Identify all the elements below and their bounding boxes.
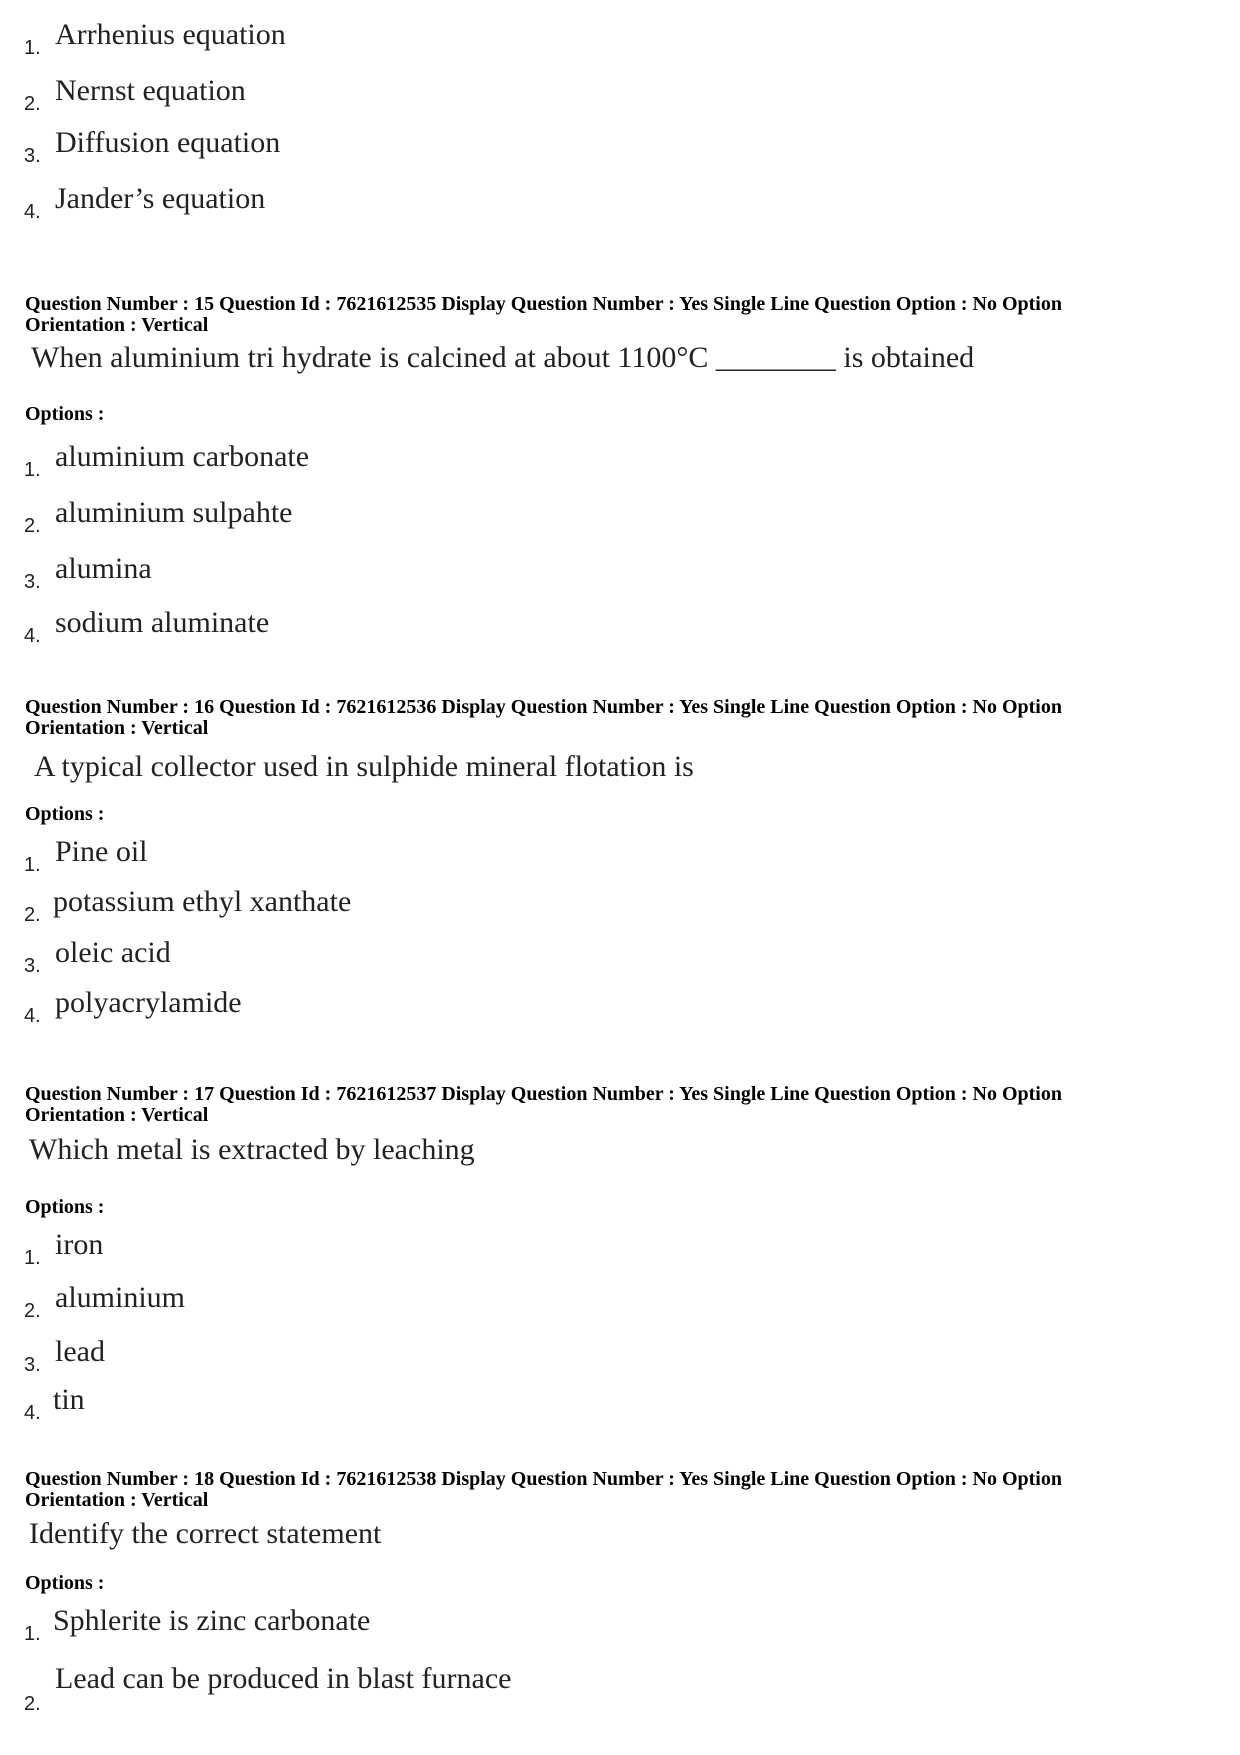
question-meta-line: Question Number : 17 Question Id : 7621612537 Display Question Number : Yes Single Line Question Option : No Option: [25, 1083, 1062, 1105]
option-number: 1.: [24, 37, 41, 59]
option-text: potassium ethyl xanthate: [53, 885, 352, 918]
option-text: tin: [53, 1383, 85, 1416]
option-number: 4.: [24, 625, 41, 647]
option-text: Diffusion equation: [55, 126, 281, 159]
question-stem: Identify the correct statement: [29, 1517, 382, 1550]
option-text: sodium aluminate: [55, 606, 270, 639]
option-text: Arrhenius equation: [55, 18, 286, 51]
option-number: 2.: [24, 93, 41, 115]
option-number: 3.: [24, 955, 41, 977]
question-meta: [25, 1469, 1205, 1511]
option-text: polyacrylamide: [55, 986, 242, 1019]
options-label: Options :: [25, 403, 105, 425]
options-label: Options :: [25, 803, 105, 825]
option-number: 3.: [24, 1354, 41, 1376]
option-number: 2.: [24, 1693, 41, 1715]
question-meta: [25, 697, 1205, 739]
option-text: Sphlerite is zinc carbonate: [53, 1604, 371, 1637]
question-meta: [25, 294, 1205, 336]
options-label: Options :: [25, 1572, 105, 1594]
option-number: 2.: [24, 904, 41, 926]
question-stem: When aluminium tri hydrate is calcined at about 1100°C ________ is obtained: [31, 341, 975, 374]
option-text: oleic acid: [55, 936, 171, 969]
option-number: 1.: [24, 854, 41, 876]
option-text: iron: [55, 1228, 104, 1261]
question-meta-line: Orientation : Vertical: [25, 1489, 209, 1511]
option-number: 1.: [24, 459, 41, 481]
option-text: Jander’s equation: [55, 182, 266, 215]
question-meta-line: Question Number : 15 Question Id : 7621612535 Display Question Number : Yes Single Line Question Option : No Option: [25, 293, 1062, 315]
option-text: lead: [55, 1335, 105, 1368]
option-number: 4.: [24, 1005, 41, 1027]
option-text: alumina: [55, 552, 152, 585]
option-text: aluminium sulpahte: [55, 496, 293, 529]
option-text: Pine oil: [55, 835, 148, 868]
option-text: Lead can be produced in blast furnace: [55, 1662, 512, 1695]
question-meta-line: Question Number : 16 Question Id : 7621612536 Display Question Number : Yes Single Line Question Option : No Option: [25, 696, 1062, 718]
option-number: 3.: [24, 571, 41, 593]
question-meta: [25, 1084, 1205, 1126]
option-number: 1.: [24, 1623, 41, 1645]
option-number: 1.: [24, 1247, 41, 1269]
option-text: aluminium: [55, 1281, 185, 1314]
question-meta-line: Question Number : 18 Question Id : 7621612538 Display Question Number : Yes Single Line Question Option : No Option: [25, 1468, 1062, 1490]
option-text: aluminium carbonate: [55, 440, 310, 473]
option-text: Nernst equation: [55, 74, 246, 107]
question-meta-line: Orientation : Vertical: [25, 717, 209, 739]
option-number: 4.: [24, 1402, 41, 1424]
options-label: Options :: [25, 1196, 105, 1218]
option-number: 4.: [24, 201, 41, 223]
question-meta-line: Orientation : Vertical: [25, 1104, 209, 1126]
question-stem: A typical collector used in sulphide mineral flotation is: [34, 750, 694, 783]
option-number: 2.: [24, 1300, 41, 1322]
option-number: 2.: [24, 515, 41, 537]
question-stem: Which metal is extracted by leaching: [29, 1133, 475, 1166]
option-number: 3.: [24, 145, 41, 167]
question-meta-line: Orientation : Vertical: [25, 314, 209, 336]
